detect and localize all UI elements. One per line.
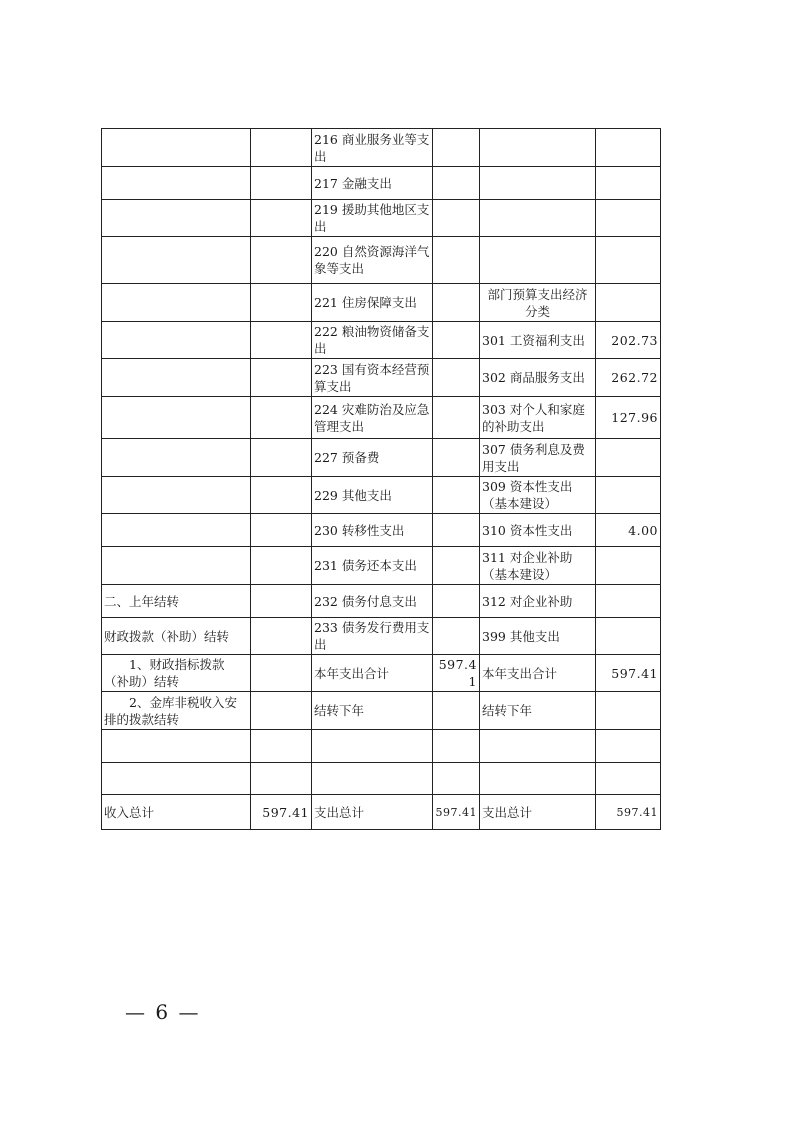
cell xyxy=(251,763,312,795)
cell xyxy=(102,514,251,547)
cell xyxy=(433,692,480,730)
cell xyxy=(433,763,480,795)
cell: 224 灾难防治及应急管理支出 xyxy=(312,397,433,439)
cell xyxy=(480,129,596,167)
cell: 结转下年 xyxy=(480,692,596,730)
cell xyxy=(251,397,312,439)
cell xyxy=(596,763,661,795)
cell: 309 资本性支出（基本建设） xyxy=(480,477,596,514)
cell: 223 国有资本经营预算支出 xyxy=(312,359,433,397)
table-row xyxy=(102,547,661,585)
cell xyxy=(596,129,661,167)
cell xyxy=(102,397,251,439)
cell: 217 金融支出 xyxy=(312,167,433,200)
cell xyxy=(251,284,312,322)
cell: 301 工资福利支出 xyxy=(480,322,596,359)
cell xyxy=(596,167,661,200)
table-row xyxy=(102,359,661,397)
cell: 302 商品服务支出 xyxy=(480,359,596,397)
cell xyxy=(102,237,251,284)
cell xyxy=(102,129,251,167)
budget-table xyxy=(101,128,661,830)
cell: 307 债务利息及费用支出 xyxy=(480,439,596,477)
cell: 597.41 xyxy=(596,655,661,692)
table-row xyxy=(102,730,661,763)
cell xyxy=(251,655,312,692)
cell: 232 债务付息支出 xyxy=(312,585,433,618)
cell: 229 其他支出 xyxy=(312,477,433,514)
table-row xyxy=(102,692,661,730)
cell xyxy=(251,514,312,547)
cell xyxy=(312,763,433,795)
cell xyxy=(433,514,480,547)
cell xyxy=(251,167,312,200)
cell: 231 债务还本支出 xyxy=(312,547,433,585)
table-row xyxy=(102,167,661,200)
cell xyxy=(480,763,596,795)
cell xyxy=(596,585,661,618)
cell: 本年支出合计 xyxy=(480,655,596,692)
cell xyxy=(433,200,480,237)
cell xyxy=(433,322,480,359)
cell xyxy=(596,547,661,585)
cell: 262.72 xyxy=(596,359,661,397)
cell xyxy=(480,237,596,284)
table-row xyxy=(102,397,661,439)
cell xyxy=(251,730,312,763)
cell xyxy=(433,585,480,618)
cell xyxy=(596,692,661,730)
cell xyxy=(102,477,251,514)
cell xyxy=(251,237,312,284)
cell xyxy=(102,547,251,585)
cell xyxy=(596,237,661,284)
cell xyxy=(102,200,251,237)
cell xyxy=(251,692,312,730)
cell xyxy=(596,477,661,514)
table-row xyxy=(102,200,661,237)
cell: 230 转移性支出 xyxy=(312,514,433,547)
cell: 399 其他支出 xyxy=(480,618,596,655)
table-row xyxy=(102,477,661,514)
cell: 127.96 xyxy=(596,397,661,439)
cell xyxy=(102,322,251,359)
cell xyxy=(433,129,480,167)
cell xyxy=(251,585,312,618)
table-row xyxy=(102,763,661,795)
cell xyxy=(596,439,661,477)
cell: 1、财政指标拨款（补助）结转 xyxy=(102,655,251,692)
cell: 222 粮油物资储备支出 xyxy=(312,322,433,359)
cell xyxy=(433,284,480,322)
cell: 303 对个人和家庭的补助支出 xyxy=(480,397,596,439)
cell: 支出总计 xyxy=(480,795,596,830)
cell xyxy=(433,730,480,763)
cell xyxy=(251,129,312,167)
table-row xyxy=(102,439,661,477)
cell xyxy=(102,284,251,322)
cell: 支出总计 xyxy=(312,795,433,830)
cell xyxy=(480,167,596,200)
cell xyxy=(480,730,596,763)
table-row xyxy=(102,514,661,547)
cell xyxy=(251,322,312,359)
cell xyxy=(596,200,661,237)
cell: 310 资本性支出 xyxy=(480,514,596,547)
cell: 597.41 xyxy=(433,655,480,692)
cell: 202.73 xyxy=(596,322,661,359)
cell xyxy=(251,439,312,477)
cell: 财政拨款（补助）结转 xyxy=(102,618,251,655)
cell xyxy=(102,730,251,763)
cell: 结转下年 xyxy=(312,692,433,730)
table-row xyxy=(102,284,661,322)
cell xyxy=(480,200,596,237)
cell: 597.41 xyxy=(596,795,661,830)
cell: 4.00 xyxy=(596,514,661,547)
cell: 二、上年结转 xyxy=(102,585,251,618)
cell: 本年支出合计 xyxy=(312,655,433,692)
cell: 220 自然资源海洋气象等支出 xyxy=(312,237,433,284)
table-row xyxy=(102,129,661,167)
cell xyxy=(433,397,480,439)
table-row xyxy=(102,795,661,830)
cell xyxy=(251,618,312,655)
cell xyxy=(596,730,661,763)
cell: 2、金库非税收入安排的拨款结转 xyxy=(102,692,251,730)
cell: 597.41 xyxy=(433,795,480,830)
cell xyxy=(433,547,480,585)
cell xyxy=(433,618,480,655)
cell: 227 预备费 xyxy=(312,439,433,477)
cell xyxy=(102,167,251,200)
cell: 312 对企业补助 xyxy=(480,585,596,618)
cell xyxy=(102,439,251,477)
cell xyxy=(102,359,251,397)
cell xyxy=(596,284,661,322)
cell xyxy=(251,359,312,397)
cell: 216 商业服务业等支出 xyxy=(312,129,433,167)
cell xyxy=(251,477,312,514)
cell xyxy=(433,477,480,514)
table-row xyxy=(102,618,661,655)
table-row xyxy=(102,237,661,284)
cell: 597.41 xyxy=(251,795,312,830)
cell xyxy=(596,618,661,655)
cell: 233 债务发行费用支出 xyxy=(312,618,433,655)
cell xyxy=(433,167,480,200)
table-row xyxy=(102,322,661,359)
cell: 部门预算支出经济分类 xyxy=(480,284,596,322)
cell xyxy=(251,547,312,585)
cell: 311 对企业补助（基本建设） xyxy=(480,547,596,585)
cell xyxy=(433,237,480,284)
table-row xyxy=(102,655,661,692)
cell xyxy=(102,763,251,795)
cell xyxy=(433,359,480,397)
cell: 221 住房保障支出 xyxy=(312,284,433,322)
cell: 219 援助其他地区支出 xyxy=(312,200,433,237)
cell: 收入总计 xyxy=(102,795,251,830)
cell xyxy=(312,730,433,763)
table-row xyxy=(102,585,661,618)
cell xyxy=(433,439,480,477)
cell xyxy=(251,200,312,237)
page-number: — 6 — xyxy=(125,1000,201,1024)
